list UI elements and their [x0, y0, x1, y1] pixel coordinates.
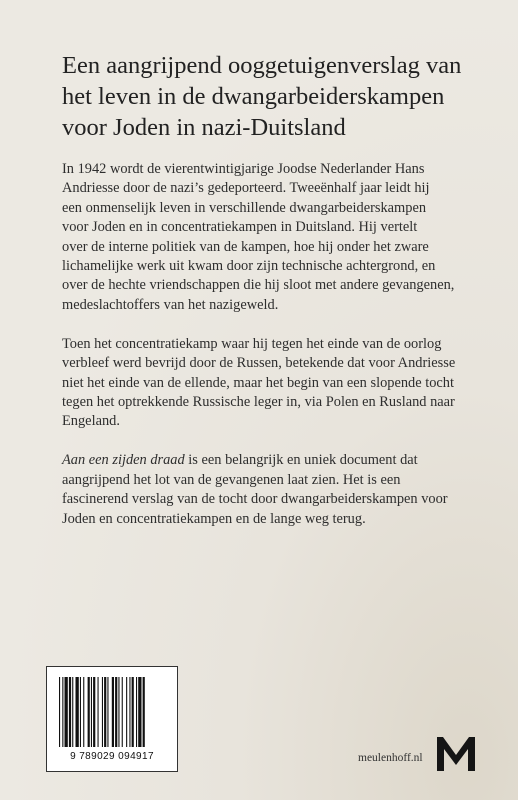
- headline-line: voor Joden in nazi-Duitsland: [62, 114, 346, 141]
- text-line: In 1942 wordt de vierentwintigjarige Joodse Nederlander Hans: [62, 161, 425, 177]
- text-line: tegen het optrekkende Russische leger in, via Polen en Rusland naar: [62, 393, 455, 410]
- text-line: over de interne politiek van de kampen, hoe hij onder het zware: [62, 238, 429, 255]
- text-line: lichamelijke werk uit kwam door zijn technische achtergrond, en: [62, 258, 436, 275]
- text-line: Andriesse door de nazi’s gedeporteerd. Tweeënhalf jaar leidt hij: [62, 180, 430, 197]
- headline: [62, 50, 502, 143]
- isbn-number: 9 789029 094917: [70, 751, 154, 762]
- headline-line: het leven in de dwangarbeiderskampen: [62, 83, 445, 110]
- blurb-paragraph-3: [62, 451, 502, 529]
- text-line: Engeland.: [62, 413, 120, 430]
- blurb: [62, 160, 502, 548]
- text-line: fascinerend verslag van de tocht door dwangarbeiderskampen voor: [62, 491, 448, 508]
- barcode-bars: [57, 677, 167, 749]
- text-line: medeslachtoffers van het nazigeweld.: [62, 296, 279, 313]
- headline-line: Een aangrijpend ooggetuigenverslag van: [62, 52, 462, 79]
- text-line: verbleef werd bevrijd door de Russen, betekende dat voor Andriesse: [62, 355, 456, 372]
- publisher-url: meulenhoff.nl: [358, 752, 423, 764]
- text-line: niet het einde van de ellende, maar het begin van een slopende tocht: [62, 374, 454, 391]
- blurb-paragraph-2: [62, 335, 502, 432]
- book-title: Aan een zijden draad: [62, 452, 185, 469]
- text-line: over de hechte vriendschappen die hij sloot met andere gevangenen,: [62, 277, 455, 294]
- text-line: Toen het concentratiekamp waar hij tegen het einde van de oorlog: [62, 335, 442, 352]
- meulenhoff-m-logo-icon: [437, 733, 475, 773]
- text-line: aangrijpend het lot van de gevangenen laat zien. Het is een: [62, 471, 401, 488]
- text-line: [62, 451, 502, 470]
- text-fragment: is een belangrijk en uniek document dat: [184, 452, 418, 469]
- text-line: voor Joden en in concentratiekampen in Duitsland. Hij vertelt: [62, 219, 418, 236]
- barcode: [46, 666, 178, 772]
- text-line: Joden en concentratiekampen en de lange weg terug.: [62, 510, 366, 527]
- blurb-paragraph-1: [62, 160, 502, 315]
- text-line: een onmenselijk leven in verschillende dwangarbeiderskampen: [62, 199, 427, 216]
